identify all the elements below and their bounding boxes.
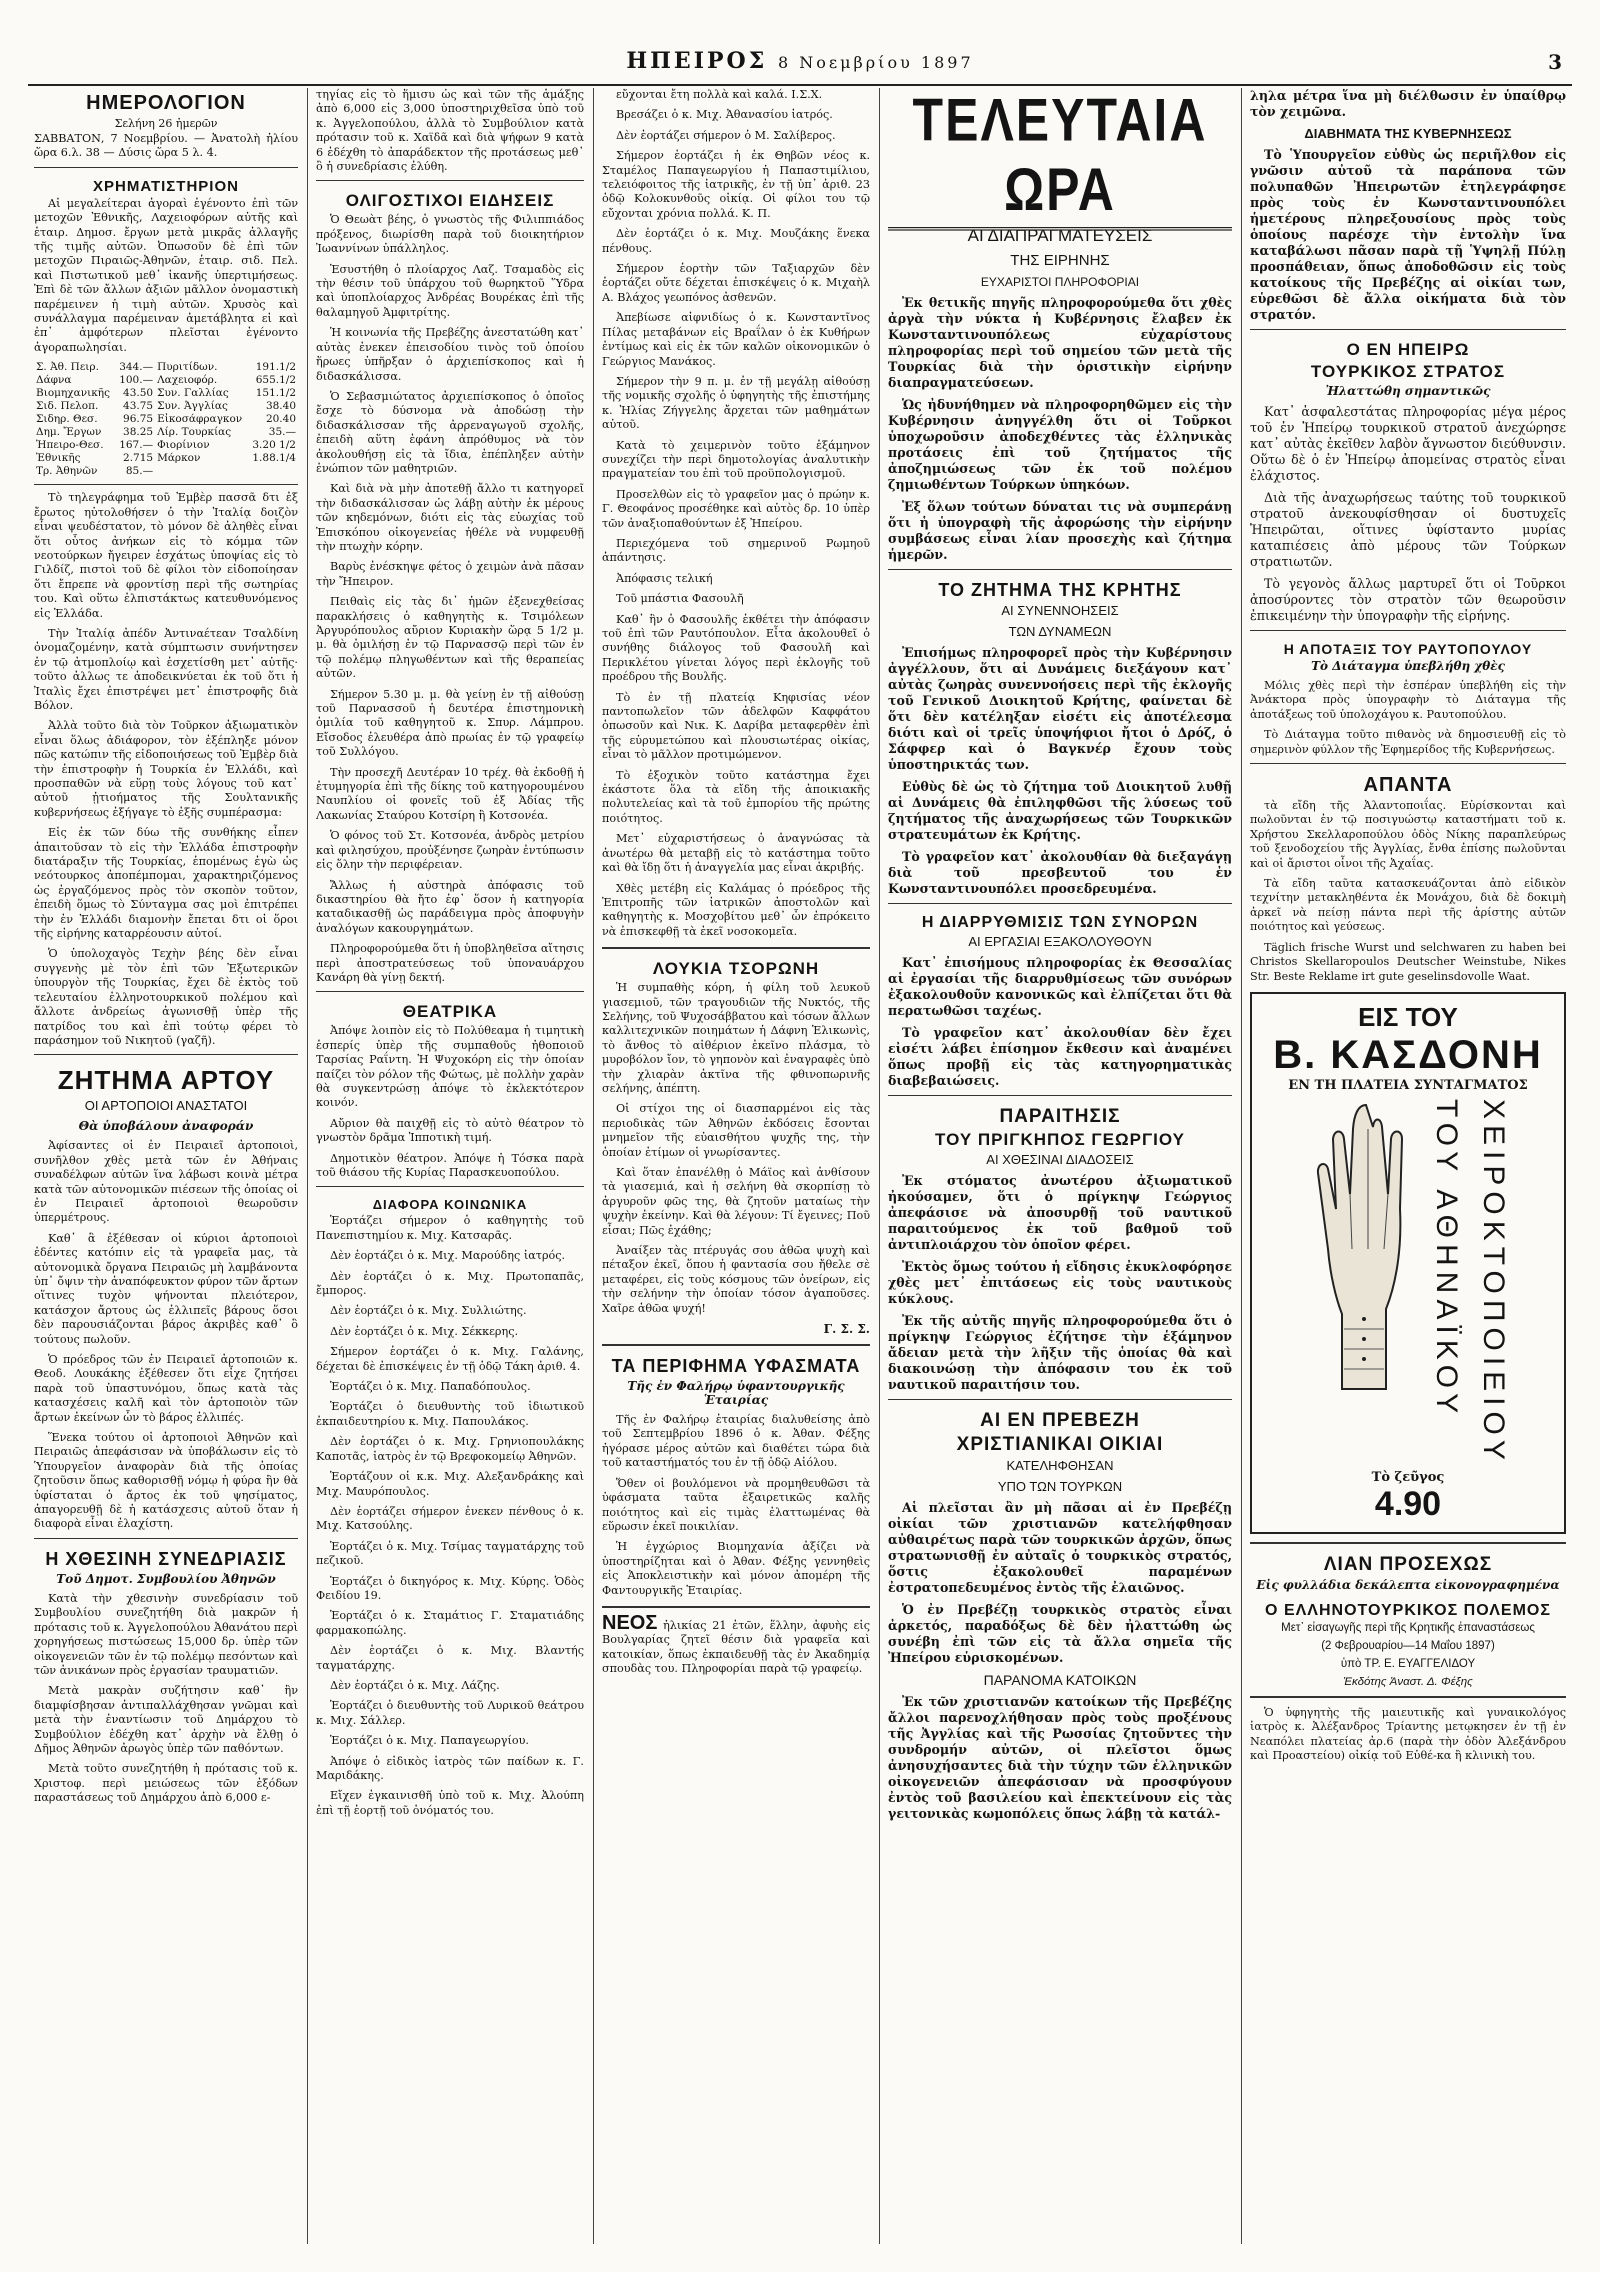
social-item: Ἑορτάζει ὁ διευθυντὴς τοῦ Λυρικοῦ θεάτρου κ. Μιχ. Σάλλερ. xyxy=(316,1699,584,1727)
subheadline: Μετ᾽ εἰσαγωγῆς περὶ τῆς Κρητικῆς ἐπαναστάσεως xyxy=(1281,1621,1535,1634)
exchange-title: ΧΡΗΜΑΤΙΣΤΗΡΙΟΝ xyxy=(93,177,239,195)
news-item: Τοῦ μπάστια Φασουλῆ xyxy=(616,592,744,606)
stock-row xyxy=(34,387,298,400)
lead-paragraph: Ἐκ θετικῆς πηγῆς πληροφορούμεθα ὅτι χθὲς ἀργὰ τὴν νύκτα ἡ Κυβέρνησις ἔλαβεν ἐκ Κωνσταντινουπόλεως εὐχαρίστους πληροφορίας περὶ τοῦ σημείου τῶν μετὰ τῆς Τουρκίας διὰ τὴν ὁριστικὴν εἰρήνην διαπραγματεύσεων. xyxy=(888,295,1232,390)
lead-paragraph: Ἐπισήμως πληροφορεῖ πρὸς τὴν Κυβέρνησιν ἀγγέλλουν, ὅτι αἱ Δυνάμεις διεξάγουν κατ᾽ αὐτὰς ζωηρὰς συνεννοήσεις περὶ τῆς ἐκλογῆς τοῦ Γενικοῦ Διοικητοῦ Κρήτης, φαίνεται δὲ ὅτι δὲν κατέληξαν εἰσέτι εἰς ἀποτέλεσμα διότι καὶ οἱ τρεῖς ὑποψήφιοι ἤτοι ὁ Δρόζ, ὁ Σάφφερ καὶ ὁ Βαγκνέρ ἔχουν τοὺς ὑποστηρικτάς των. xyxy=(888,645,1232,772)
subheadline: ΥΠΟ ΤΩΝ ΤΟΥΡΚΩΝ xyxy=(997,1479,1123,1494)
subheadline: ΑΙ ΣΥΝΕΝΝΟΗΣΕΙΣ xyxy=(1001,603,1119,618)
stock-table xyxy=(34,361,298,478)
headline: ΟΛΙΓΟΣΤΙΧΟΙ ΕΙΔΗΣΕΙΣ xyxy=(345,191,555,211)
paper-name-and-date xyxy=(28,48,1572,74)
subheadline: ΟΙ ΑΡΤΟΠΟΙΟΙ ΑΝΑΣΤΑΤΟΙ xyxy=(84,1098,248,1114)
headline: ΤΑ ΠΕΡΙΦΗΜΑ ΥΦΑΣΜΑΤΑ xyxy=(611,1356,861,1377)
headline: ΤΟ ΖΗΤΗΜΑ ΤΗΣ ΚΡΗΤΗΣ xyxy=(938,580,1182,600)
article-paragraph: Ἕνεκα τούτου οἱ ἀρτοποιοὶ Ἀθηνῶν καὶ Πειραιῶς ἀπεφάσισαν νὰ ὑποβάλωσιν εἰς τὸ Ὑπουργεῖον ἀναφορὰν διὰ τῆς ὁποίας ζητοῦσιν ὅπως καθορισθῇ νόμῳ ἡ φύρα ἣν θὰ ὑφίσταται ὁ ἄρτος ἐκ τοῦ ψησίματος, ἀπαγορευθῇ δὲ ἡ κατάσχεσις αὐτοῦ ὅταν ἡ διαφορὰ εἶναι ἐλαχίστη. xyxy=(34,1431,298,1531)
issue-date: 8 Νοεμβρίου 1897 xyxy=(777,53,974,72)
headline: ΑΠΑΝΤΑ xyxy=(1363,774,1453,797)
article-paragraph: Τὰ εἴδη ταῦτα κατασκευάζονται ἀπὸ εἰδικὸν τεχνίτην μετακληθέντα ἐκ Μονάχου, διὰ δὲ δοκιμὴ ἀρκεῖ νὰ πείσῃ πάντα περὶ τῆς ἀρίστης αὐτῶν ποιότητος καὶ γεύσεως. xyxy=(1250,877,1566,934)
classified-title: ΝΕΟΣ xyxy=(602,1611,658,1634)
stock-row xyxy=(34,374,298,387)
social-item: Ἑορτάζει ὁ κ. Μιχ. Παπαδόπουλος. xyxy=(330,1380,531,1394)
news-item: Ἐσυστήθη ὁ πλοίαρχος Λαζ. Τσαμαδὸς εἰς τὴν θέσιν τοῦ ὑπάρχου τοῦ θωρηκτοῦ Ὕδρα καὶ ὑποπλοίαρχος Ἀνδρέας Βουρέκας ἐπὶ τῆς θαλαμηγοῦ Ἀμφιτρίτης. xyxy=(316,262,584,319)
news-item: Βαρὺς ἐνέσκηψε φέτος ὁ χειμὼν ἀνὰ πᾶσαν τὴν Ἤπειρον. xyxy=(316,560,584,588)
stock-cell: 43.50 xyxy=(123,387,154,400)
social-item: Βρεσάζει ὁ κ. Μιχ. Ἀθανασίου ἰατρός. xyxy=(616,108,833,122)
stock-cell: 655.1/2 xyxy=(255,374,296,387)
article-paragraph: Ἡ συμπαθὴς κόρη, ἡ φίλη τοῦ λευκοῦ γιασεμιοῦ, τῶν τραγουδιῶν τῆς Νυκτός, τῆς Σελήνης, τοῦ Ψυχοσάββατου καὶ τόσων ἄλλων καλλιτεχνικῶν ποιημάτων ἡ Δάφνη Ἑλικωνὶς, τὸ ἄνθος τὸ αἰθέριον ἐκεῖνο πλάσμα, τὸ μυροβόλον ἴον, τὸ γηπονὸν καὶ ἐναγραφὲς ὑπὸ τὴν χλιαρὰν ἀκτῖνα τῆς φθινοπωρινῆς σελήνης, ἀπέπτη. xyxy=(602,981,870,1095)
stock-cell: 1.88.1/4 xyxy=(252,452,296,465)
social-item: Ἑορτάζουν οἱ κ.κ. Μιχ. Αλεξανδράκης καὶ Μιχ. Μαυρόπουλος. xyxy=(316,1470,584,1498)
subheadline: ΤΗΣ ΕΙΡΗΝΗΣ xyxy=(1010,252,1110,269)
article-paragraph: Μετὰ τοῦτο συνεζητήθη ἡ πρότασις τοῦ κ. Χριστοφ. περὶ μειώσεως τῶν ἐξόδων παραστάσεως τοῦ Δημάρχου ἀπὸ 6,000 ε- xyxy=(34,1762,298,1805)
social-item: Δὲν ἑορτάζει ὁ κ. Μιχ. Μαρούδης ἰατρός. xyxy=(330,1249,566,1263)
article-paragraph: Täglich frische Wurst und selchwaren zu haben bei Christos Skellaropoulos Deutscher Weinstube, Nikes Str. Beste Reklame irt gute geselinsdovolle Waat. xyxy=(1250,940,1566,983)
lead-paragraph: Κατ᾽ ἐπισήμους πληροφορίας ἐκ Θεσσαλίας αἱ ἐργασίαι τῆς διαρρυθμίσεως τῶν συνόρων ἐξακολουθοῦν κανονικῶς καὶ ἐλπίζεται ὅτι θὰ περατωθῶσι ταχέως. xyxy=(888,955,1232,1018)
stock-row xyxy=(34,413,298,426)
social-item: Ἀπόψε ὁ εἰδικὸς ἰατρὸς τῶν παίδων κ. Γ. Μαριδάκης. xyxy=(316,1754,584,1782)
article-paragraph: Διὰ τῆς ἀναχωρήσεως ταύτης τοῦ τουρκικοῦ στρατοῦ ἀνεκουφίσθησαν οἱ δυστυχεῖς Ἠπειρῶται, οἵτινες ὑφίσταντο μυρίας καταπιέσεις ἀπὸ μέρους τῶν Τούρκων στρατιωτῶν. xyxy=(1250,490,1566,569)
headline: ΛΟΥΚΙΑ ΤΣΟΡΩΝΗ xyxy=(652,959,820,979)
headline: Η ΑΠΟΤΑΞΙΣ ΤΟΥ ΡΑΥΤΟΠΟΥΛΟΥ xyxy=(1283,641,1533,657)
classified-text: ἡλικίας 21 ἐτῶν, ἕλλην, ἀφυὴς εἰς Βουλγαρίας ζητεῖ θέσιν διὰ γραφεῖα καὶ κατοικίαν, ὅπως ἐκπαιδευθῇ τὰς ἐν Ἀκαδημίᾳ σπουδὰς του. Πληροφορίαι παρὰ τῷ γραφείῳ. xyxy=(602,1618,871,1676)
ad-price-label: Τὸ ζεῦγος xyxy=(1371,1469,1445,1485)
article-paragraph: Ὁ ὑπολοχαγὸς Τεχὴν βέης δὲν εἶναι συγγενὴς μὲ τὸν ἐπὶ τῶν Ἐξωτερικῶν ὑπουργὸν τῆς Τουρκίας, ἔχει δὲ ἐκτὸς τοῦ τελευταίου ἑλληνοτουρκικοῦ πολέμου καὶ ἄλλοτε ἀνδρείως ἀγωνισθῇ ὑπὲρ τῆς πατρίδος του καὶ ἐπὶ τούτῳ φέρει τὸ παράσημον τοῦ Νικητοῦ (γαζῆ). xyxy=(34,947,298,1047)
stock-cell: 20.40 xyxy=(265,413,296,426)
subheadline: ΔΙΑΒΗΜΑΤΑ ΤΗΣ ΚΥΒΕΡΝΗΣΕΩΣ xyxy=(1304,126,1512,141)
news-item: Καθ᾽ ἣν ὁ Φασουλῆς ἐκθέτει τὴν ἀπόφασιν τοῦ ἐπὶ τῶν Ραυτόπουλον. Εἶτα ἀκολουθεῖ ὁ συνήθης διάλογος τοῦ Φασουλῆ καὶ Περικλέτου γίνεται λόγος περὶ ἐκλογῆς τοῦ προέδρου τῆς Βουλῆς. xyxy=(602,612,870,684)
article-paragraph: Τὴν Ἰταλίᾳ ἀπέδν Ἀντιναέτεαν Τσαλδίνη ὀνομαζομένην, κατὰ σύμπτωσιν συνήντησεν ἐν τῷ ἀτμοπλοίῳ καὶ ἐσχετίσθη μετ᾽ αὐτῆς· τοῦτο ἀλλως τε ἀποδεικνύεται ἐκ τοῦ ὅτι ἡ Ἰταλὶς ἔχει ἐπιστρέψει μετ᾽ ἐπιστροφῆς διὰ Βόλον. xyxy=(34,626,298,712)
signature: Γ. Σ. Σ. xyxy=(823,1322,870,1337)
exchange-text: Αἱ μεγαλείτεραι ἀγοραὶ ἐγένοντο ἐπὶ τῶν μετοχῶν Ἐθνικῆς, Λαχειοφόρων αὐτῆς καὶ ἑταιρ. Δημοσ. ἔργων μετὰ μικρᾶς ἀλλαγῆς τῆς τιμῆς αὐτῶν. Ὀπωσοῦν δὲ ἐπὶ τῶν μετοχῶν Πιραιῶς-Ἀθηνῶν, ἑταιρ. σιδ. Πελ. καὶ Πιστωτικοῦ μεθ᾽ ἱκανῆς ὑπερτιμήσεως. Ἐπὶ δὲ τῶν ἄλλων ἀξιῶν μᾶλλον ὀνομαστικὴ παρέμεινεν ἡ τιμὴ αὐτῶν. Χρυσὸς καὶ συνάλλαγμα παρέμειναν ἀμετάβλητα εἰ καὶ ἐπ᾽ ἀμφότερων πλεῖσται ἐγένοντο ἀγοραπωλησίαι. xyxy=(34,196,298,354)
stock-cell: 344.— xyxy=(119,361,154,374)
stock-cell: Λίρ. Τουρκίας xyxy=(157,426,232,439)
article-paragraph: Τὸ γεγονὸς ἄλλως μαρτυρεῖ ὅτι οἱ Τοῦρκοι ἀποσύροντες τὸν στρατὸν τῶν θεωροῦσιν ἐπικειμένην τὴν ὑπογραφὴν τῆς εἰρήνης. xyxy=(1250,576,1566,623)
news-item: Ὁ Θεωὰτ βέης, ὁ γνωστὸς τῆς Φιλιππιάδος πρόξενος, διωρίσθη παρὰ τοῦ διοικητήριον Ἰωαννίνων ὑπάλληλος. xyxy=(316,213,584,256)
news-item: Σήμερον τὴν 9 π. μ. ἐν τῇ μεγάλῃ αἰθούσῃ τῆς νομικῆς σχολῆς ὁ ὑφηγητὴς τῆς ἐπιστήμης κ. Ἠλίας Ζήγγελης ἄρχεται τῶν μαθημάτων αὐτοῦ. xyxy=(602,374,870,432)
news-list xyxy=(602,262,870,939)
social-item: Ἑορτάζει ὁ διευθυντὴς τοῦ ἰδιωτικοῦ ἐκπαιδευτηρίου κ. Μιχ. Παπουλάκος. xyxy=(316,1400,584,1428)
news-item: Ἡ κοινωνία τῆς Πρεβέζης ἀνεστατώθη κατ᾽ αὐτὰς ἐνεκεν ἐπεισοδίου τινὸς τοῦ ὁποίου ἥρωες ὑπῆρξαν ὁ ἀρχιεπίσκοπος καὶ ἡ διδασκάλισσα. xyxy=(316,326,584,383)
article-paragraph: Ἡ ἐγχώριος Βιομηχανία ἀξίζει νὰ ὑποστηρίζηται καὶ ὁ Ἀθαν. Φέξης γεννηθεὶς εἰς Ἀποκλειστικὴν καὶ μόνον ἀπομέρη τῆς Φαντουργικῆς Ἑταιρίας. xyxy=(602,1540,870,1597)
stock-cell: 38.40 xyxy=(265,400,296,413)
ad-shop-name: Β. ΚΑΣΔΟΝΗ xyxy=(1273,1032,1543,1077)
lead-paragraph: ληλα μέτρα ἵνα μὴ διέλθωσιν ἐν ὑπαίθρῳ τὸν χειμῶνα. xyxy=(1250,88,1566,119)
social-list xyxy=(316,1214,584,1818)
stock-cell: Εἰκοσάφραγκον xyxy=(157,413,243,426)
ad-location: ΕΝ ΤΗ ΠΛΑΤΕΙΑ ΣΥΝΤΑΓΜΑΤΟΣ xyxy=(1288,1077,1528,1093)
book-publisher: Ἐκδότης Ἀναστ. Δ. Φέξης xyxy=(1343,1675,1473,1688)
stock-cell: 3.20 1/2 xyxy=(252,439,296,452)
news-item: Ἄλλως ἡ αὐστηρὰ ἀπόφασις τοῦ δικαστηρίου θὰ ἤτο ἐφ᾽ ὅσον ἡ κατηγορία καταδικασθῇ ὡς παράδειγμα πρὸς ἀποφυγὴν ἀναλόγων κακουργημάτων. xyxy=(316,878,584,935)
stock-row xyxy=(34,439,298,452)
news-item: Ὁ Σεβασμιώτατος ἀρχιεπίσκοπος ὁ ὁποῖος ἔσχε τὸ δύσνομα νὰ ἀποδώσῃ τὴν διδασκάλισσαν τῆς ἀρρεναγωγοῦ σχολῆς, ἐπειδὴ αὕτη ἐφάνη ἀπρόθυμος νὰ τὸν ἀκολουθήσῃ εἰς τὰ ἴδια, ἐπέπληξεν αὐτὴν ἐνώπιον τῶν μαθητριῶν. xyxy=(316,389,584,475)
headline: Η ΧΘΕΣΙΝΗ ΣΥΝΕΔΡΙΑΣΙΣ xyxy=(45,1548,287,1569)
news-item: Κατὰ τὸ χειμερινὸν τοῦτο ἑξάμηνον συνεχίζει τὴν περὶ δημοτολογίας ἀναλυτικὴν πραγματείαν του ἐπὶ τοῦ προϋπολογισμοῦ. xyxy=(602,438,870,481)
stock-cell: Μάρκον xyxy=(157,452,201,465)
column-divider xyxy=(1241,88,1242,2244)
social-item: Δὲν ἑορτάζει ὁ κ. Μιχ. Λάζης. xyxy=(330,1678,500,1692)
column-divider xyxy=(593,88,594,2244)
article-paragraph: Ὁ ὑφηγητὴς τῆς μαιευτικῆς καὶ γυναικολόγος ἰατρὸς κ. Ἀλέξανδρος Τρίαντης μετῳκησεν ἐν τῇ ἐν Νεαπόλει πλατείας ἀρ.6 (παρὰ τὴν ὁδὸν Ἀλεξάνδρου καὶ Προαστείου) οἰκίᾳ τοῦ Εὐθέ-κα ἢ κλινικὴ του. xyxy=(1250,1705,1566,1763)
stock-cell: 38.25 xyxy=(123,426,154,439)
subheadline: Τοῦ Δημοτ. Συμβουλίου Ἀθηνῶν xyxy=(56,1571,276,1586)
ad-vertical-text: ΤΟΥ ΑΘΗΝΑΪΚΟΥ xyxy=(1430,1098,1463,1420)
article-paragraph: Ἀφίσαντες οἱ ἐν Πειραιεῖ ἀρτοποιοὶ, συνῆλθον χθὲς μετὰ τῶν ἐν Ἀθήναις συναδέλφων αὐτῶν ἵνα λάβωσι κοινὰ μέτρα κατὰ τῶν αὐτονομικῶν πιέσεων τῆς ὁποίας οἱ ἐν Πειραιεῖ ἀρτοποιοὶ θεωροῦσιν ὑπερμέτρους. xyxy=(34,1139,298,1225)
stock-cell: Συν. Γαλλίας xyxy=(157,387,229,400)
lead-paragraph: Ἐξ ὅλων τούτων δύναται τις νὰ συμπεράνῃ ὅτι ἡ ὑπογραφὴ τῆς ἀφορώσης τὴν εἰρήνην συμβάσεως εἶναι λίαν προσεχὴς καὶ ζήτημα ἡμερῶν. xyxy=(888,499,1232,562)
stock-cell: Σιδηρ. Θεσ. xyxy=(36,413,98,426)
social-item: Ἑορτάζει ὁ δικηγόρος κ. Μιχ. Κύρης. Ὁδὸς Φειδίου 19. xyxy=(316,1574,584,1602)
stock-row xyxy=(34,465,298,478)
article-paragraph: Τὸ τηλεγράφημα τοῦ Ἐμβὲρ πασσᾶ δτι ἐξ ἔρωτος ηὐτολοθήσεν ὁ τὴν Ἰταλίᾳ δοιζὸν εἶναι ψευδέστατον, τὸ μόνον δὲ ἀληθὲς εἶναι ὅτι οὗτος ἀνήκων εἰς τὸ κόμμα τῶν νεοτούρκων ἤγειρεν ἐσχάτως ὑποψίας εἰς τὸ Γιλδίζ, πιστοὶ τοῦ δὲ φίλοι τὸν εἰδοποίησαν ὅτι ἔπρεπε νὰ φροντίσῃ περὶ τῆς σωτηρίας του. Καὶ οὕτω ἐλπιστάκτως κατευθυνόμενος εἰς Ἑλλάδα. xyxy=(34,491,298,620)
calendar-day: ΣΑΒΒΑΤΟΝ, 7 Νοεμβρίου. — Ἀνατολὴ ἡλίου ὥρα 6.λ. 38 — Δύσις ὥρα 5 λ. 4. xyxy=(34,132,298,160)
article-paragraph: Ὅθεν οἱ βουλόμενοι νὰ προμηθευθῶσι τὰ ὑφάσματα ταῦτα ἐξαιρετικῶς καλῆς ποιότητος καὶ εἰς τιμὰς ἐλαττωμένας θὰ εὕρωσιν ἐκεῖ ποικιλίαν. xyxy=(602,1476,870,1533)
stock-row xyxy=(34,426,298,439)
subheadline: Τὸ Διάταγμα ὑπεβλήθη χθὲς xyxy=(1311,659,1505,673)
page-header xyxy=(28,48,1572,82)
subheadline: Ἠλαττώθη σημαντικῶς xyxy=(1325,384,1491,398)
subheadline: ΚΑΤΕΛΗΦΘΗΣΑΝ xyxy=(1006,1458,1114,1473)
social-item: Δὲν ἑορτάζει ὁ κ. Μιχ. Συλλιώτης. xyxy=(330,1304,527,1318)
headline: Ο ΕΝ ΗΠΕΙΡΩ xyxy=(1346,340,1470,359)
article-paragraph: Τὸ Διάταγμα τοῦτο πιθανὸς νὰ δημοσιευθῇ εἰς τὸ σημερινὸν φύλλον τῆς Ἐφημερίδος τῆς Κυβερνήσεως. xyxy=(1250,728,1566,756)
news-item: Σήμερον ἑορτὴν τῶν Ταξιαρχῶν δὲν ἑορτάζει οὔτε δέχεται ἐπισκέψεις ὁ κ. Μιχαὴλ Α. Βλάχος γεωπόνος ἀσθενῶν. xyxy=(602,262,870,304)
article-paragraph: Αὔριον θὰ παιχθῇ εἰς τὸ αὐτὸ θέατρον τὸ γνωστὸν δρᾶμα Ἰπποτικὴ τιμή. xyxy=(316,1116,584,1145)
headline: ΤΟΥ ΠΡΙΓΚΗΠΟΣ ΓΕΩΡΓΙΟΥ xyxy=(935,1130,1185,1149)
stock-cell: 35.— xyxy=(268,426,296,439)
stock-cell: Σιδ. Πελοπ. xyxy=(36,400,99,413)
stock-cell: Σ. Ἀθ. Πειρ. xyxy=(36,361,99,374)
headline: ΤΟΥΡΚΙΚΟΣ ΣΤΡΑΤΟΣ xyxy=(1310,362,1506,381)
lead-paragraph: Ἐκ τῆς αὐτῆς πηγῆς πληροφορούμεθα ὅτι ὁ πρίγκηψ Γεώργιος ἐζήτησε τὴν ἑξάμηνον ἄδειαν μετὰ τὴν λῆξιν τῆς ὁποίας θὰ καὶ διακοινώσῃ τὴν ἀπόφασιν του ἐκ τοῦ ναυτικοῦ παραιτήσιν του. xyxy=(888,1313,1232,1392)
subheadline: Εἰς φυλλάδια δεκάλεπτα εἰκονογραφημένα xyxy=(1256,1577,1560,1592)
stock-cell: Πυριτίδων. xyxy=(157,361,218,374)
lead-paragraph: Ἐκτὸς ὅμως τούτου ἡ εἴδησις ἐκυκλοφόρησε χθὲς μετ᾽ ἐπιτάσεως εἰς τοὺς ναυτικοὺς κύκλους. xyxy=(888,1259,1232,1306)
lead-paragraph: Ἐκ στόματος ἀνωτέρου ἀξιωματικοῦ ἠκούσαμεν, ὅτι ὁ πρίγκηψ Γεώργιος ἀπεφάσισε νὰ ἀποσυρθῇ τοῦ ναυτικοῦ παραιτούμενος ἐκ τοῦ βαθμοῦ τοῦ ἀντιπλοιάρχου τὸν ὁποῖον φέρει. xyxy=(888,1173,1232,1252)
lead-paragraph: Αἱ πλεῖσται ἂν μὴ πᾶσαι αἱ ἐν Πρεβέζῃ οἰκίαι τῶν χριστιανῶν κατελήφθησαν αὐθαιρέτως παρὰ τῶν τουρκικῶν ἀρχῶν, ὅπως στρατωνισθῇ ἐν αὐταῖς ὁ τουρκικὸς στρατός, ὅστις ἐξακολουθεῖ παραμένων ἐστρατοπεδευμένος ἐντὸς τῆς ἐλαιῶνος. xyxy=(888,1500,1232,1595)
stock-cell: 43.75 xyxy=(123,400,154,413)
stock-cell xyxy=(248,465,298,478)
news-item: Σήμερον 5.30 μ. μ. θὰ γείνῃ ἐν τῇ αἰθούσῃ τοῦ Παρνασσοῦ ἡ δευτέρα ἐπιστημονικὴ ὁμιλία τοῦ καθηγητοῦ κ. Σπυρ. Λάμπρου. Εἴσοδος ἐλευθέρα ἀπὸ πρωίας ἐν τῷ γραφείῳ τοῦ Συλλόγου. xyxy=(316,687,584,759)
stock-cell: Δάφνα xyxy=(36,374,72,387)
article-paragraph: Ἀναίξεν τὰς πτέρυγάς σου ἀθῶα ψυχὴ καὶ πέταξον ἐκεῖ, ὅπου ἡ φαντασία σου ἤθελε σὲ μεταφέρει, εἰς τοὺς κόσμους τῶν ὀνείρων, εἰς τὴν σελήνην τὴν ὁποίαν τόσον ἀγαποῦσες. Χαῖρε ἀθῶα ψυχή! xyxy=(602,1244,870,1315)
stock-cell: 85.— xyxy=(125,465,154,478)
news-item: Ἀπεβίωσε αἰφνιδίως ὁ κ. Κωνσταντῖνος Πίλας μεταβάνων εἰς Βραΐλαν ὁ ἐκ Κυθήρων ἐντίμως καὶ εἰς ἐκ τῶν καλῶν οἰκονομικῶν ὁ Γεώργιος Μανάκος. xyxy=(602,311,870,368)
column-3 xyxy=(596,88,876,2244)
article-paragraph: Καὶ ὅταν ἐπανέλθῃ ὁ Μάϊος καὶ ἀνθίσουν τὰ γιασεμιά, καὶ ἡ σελήνη θὰ σκορπίσῃ τὸ ἀργυροῦν φῶς της, θὰ ζητοῦν ματαίως τὴν ψυχὴν ἐκείνην. Καὶ θὰ λέγουν: Τί ἔγεινες; Ποῦ εἶσαι; Πῶς ἐχάθης; xyxy=(602,1166,870,1237)
social-item: Δὲν ἑορτάζει σήμερον ἐνεκεν πένθους ὁ κ. Μιχ. Κατσούλης. xyxy=(316,1504,584,1533)
main-banner: ΤΕΛΕΥΤΑΙΑ ΩΡΑ xyxy=(888,88,1232,231)
calendar-moon: Σελήνη 26 ἡμερῶν xyxy=(114,117,218,130)
article-paragraph: Ἀπόψε λοιπὸν εἰς τὸ Πολύθεαμα ἡ τιμητικὴ ἑσπερίς ὑπὲρ τῆς συμπαθοῦς ἠθοποιοῦ Ταρσίας Ραΐντη. Ἡ Ψυχοκόρη εἰς τὴν ὁποίαν παίζει τὸν ρόλον τῆς Φώτως, μὲ πολλὴν χαρὰν θὰ συγκεντρώσῃ ἀπόψε τὸ ἐκλεκτότερον κοινόν. xyxy=(316,1024,584,1110)
social-item: Δὲν ἑορτάζει ὁ κ. Μιχ. Γρηνιοπουλάκης Καποτᾶς, ἰατρὸς ἐν τῷ Βρεφοκομείῳ Ἀθηνῶν. xyxy=(316,1435,584,1463)
social-item: Δὲν ἑορτάζει ὁ κ. Μιχ. Μουζάκης ἕνεκα πένθους. xyxy=(602,227,870,255)
lead-paragraph: Ἐκ τῶν χριστιανῶν κατοίκων τῆς Πρεβέζης ἄλλοι παρενοχλήθησαν πρὸς τοὺς προξένους τῆς Ἀγγλίας καὶ τῆς Ρωσσίας ζητοῦντες τὴν συνδρομήν αὐτῶν, οἱ πλεῖστοι ὅμως ἀνησυχήσαντες διὰ τὴν τύχην τῶν ἑλληνικῶν οἰκογενειῶν ἀπεφάσισαν νὰ προσφύγουν ἐντὸς τοῦ βασιλείου καὶ ἐπεκτείνουν εἰς τὰς γειτονικὰς κωμοπόλεις ὅπως λάβῃ τὰ κατάλ- xyxy=(888,1694,1232,1821)
ad-vertical-text: ΧΕΙΡΟΚΤΟΠΟΙΕΙΟΥ xyxy=(1477,1098,1511,1466)
stock-cell: 2.715 xyxy=(123,452,154,465)
stock-cell: Τρ. Ἀθηνῶν xyxy=(36,465,98,478)
social-item: Σήμερον ἑορτάζει ἡ ἐκ Θηβῶν νέος κ. Σταμέλος Παπαγεωργίου ἡ Παπαστιμίλιου, τελειόφοιτος τῆς ἰατρικῆς, ἐν τῇ ὑπ᾽ ἀριθ. 23 ὁδῷ Κολοκυνθοῦς οἰκίᾳ. Οἱ φίλοι του τῷ εὔχονται χρόνια πολλά. Κ. Π. xyxy=(602,149,870,220)
stock-row xyxy=(34,400,298,413)
stock-cell: 100.— xyxy=(119,374,154,387)
social-item: Ἑορτάζει σήμερον ὁ καθηγητὴς τοῦ Πανεπιστημίου κ. Μιχ. Κατσαρᾶς. xyxy=(316,1214,584,1242)
header-rule xyxy=(28,84,1572,86)
stock-cell: 96.75 xyxy=(123,413,154,426)
lead-paragraph: Τὸ γραφεῖον κατ᾽ ἀκολουθίαν θὰ διεξαγάγῃ διὰ τοῦ πρεσβευτοῦ του ἐν Κωνσταντινουπόλει προσεδρευμένα. xyxy=(888,849,1232,896)
news-item: Προσελθὼν εἰς τὸ γραφεῖον μας ὁ πρώην κ. Γ. Θεοφάνος προσέθηκε καὶ αὐτὸς δρ. 10 ὑπὲρ τῶν ἀναξιοπαθούντων ἐξ Ἠπείρου. xyxy=(602,487,870,530)
stock-cell: 151.1/2 xyxy=(255,387,296,400)
stock-row xyxy=(34,361,298,374)
social-item: Ἑορτάζει ὁ κ. Μιχ. Τσίμας ταγματάρχης τοῦ πεζικοῦ. xyxy=(316,1539,584,1568)
social-item: Ἑορτάζει ὁ κ. Μιχ. Παπαγεωργίου. xyxy=(330,1734,529,1748)
headline: ΧΡΙΣΤΙΑΝΙΚΑΙ ΟΙΚΙΑΙ xyxy=(956,1434,1164,1455)
stock-cell: Βιομηχανικῆς xyxy=(36,387,110,400)
headline: ΖΗΤΗΜΑ ΑΡΤΟΥ xyxy=(57,1065,275,1096)
news-item: Καὶ διὰ νὰ μὴν ἀποτεθῇ ἄλλο τι κατηγορεῖ τὴν διδασκάλισσαν ὡς λάβῃ αὐτὴν ἐκ μέρους τῶν κηδεμόνων, διότι εἰς τὰς εὐωχίας τοῦ Ἐπισκόπου οἰκογενείας ἠθέλε νὰ νυμφευθῇ τὴν πτωχὴν κόρην. xyxy=(316,482,584,553)
headline: ΑΙ ΕΝ ΠΡΕΒΕΖΗ xyxy=(980,1410,1140,1431)
social-item: Δὲν ἑορτάζει ὁ κ. Μιχ. Σέκκερης. xyxy=(330,1324,519,1338)
subheadline: Θὰ ὑποβάλουν ἀναφοράν xyxy=(78,1119,254,1134)
article-paragraph: Ἀλλὰ τοῦτο διὰ τὸν Τοῦρκον ἀξιωματικὸν εἶναι ὅλως ἀδιάφορον, τὸν ἐξέπληξε μόνον πῶς κατώπιν τῆς εἰδοποιήσεως τοῦ Ἐμβὲρ διὰ τὴν ἐπιστροφὴν ἡ Τουρκία ἐν Ἑλλάδι, καὶ προσπαθῶν νὰ εὕρῃ τοὺς λόγους τοῦ κατ᾽ αὐτοῦ ᾐτιοήματος τῆς Σουλτανικῆς κυβερνήσεως ἐξήγαγε τὸ ἐξῆς συμπέρασμα: xyxy=(34,719,298,819)
headline: ΠΑΡΑΙΤΗΣΙΣ xyxy=(999,1106,1121,1127)
article-paragraph: Εἰς ἐκ τῶν δύω τῆς συνθήκης εἶπεν ἀπαιτοῦσαν τὸ εἰς τὴν Ἑλλάδα ἐπιστροφὴν διατάραξιν τῆς Τουρκίας, ἐπομένως ἐγὼ ὡς νεότουρκος ἀποπέμπομαι, χαρακτηριζόμενος ὡς ἐργαζόμενος πρὸς τὸν σκοπὸν τοῦτον, ἐπειδὴ ὅμως τὸ Σύνταγμα σας μοὶ ἐπιτρέπει τὴν ἐν Ἑλλάδι διαμονὴν ἔπεται δτι οἱ ὅροι τῆς εἰρήνης καταρρέουσιν αὐτοί. xyxy=(34,826,298,941)
page-number: 3 xyxy=(1548,50,1562,74)
article-paragraph: Τῆς ἐν Φαλήρῳ ἑταιρίας διαλυθείσης ἀπὸ τοῦ Σεπτεμβρίου 1896 ὁ κ. Ἀθαν. Φέξης ἠγόρασε μέρος αὐτῶν καὶ διαθέτει τώρα διὰ τοῦ καταστήματός του ἐν τῇ ὁδῷ Αἰόλου. xyxy=(602,1413,870,1470)
book-dates: (2 Φεβρουαρίου—14 Μαΐου 1897) xyxy=(1321,1639,1495,1652)
article-paragraph: Μετὰ μακρὰν συζήτησιν καθ᾽ ἣν διαμφίσβησαν ἀντιπαλλάχθησαν γνῶμαι καὶ μετὰ τὴν ἐναντίωσιν τοῦ Δημάρχου τὸ Συμβούλιον ἐδέχθη κατ᾽ ἀρχὴν νὰ ἔλθῃ ὁ Δῆμος Ἀθηνῶν ἀρωγὸς ὑπὲρ τῶν παθόντων. xyxy=(34,1684,298,1755)
news-item: Τὸ ἐν τῇ πλατείᾳ Κηφισίας νέον παντοπωλεῖον τῶν ἀδελφῶν Καφφάτου ὁπωσοῦν καὶ Νικ. Κ. Δαρίβα μεταφερθὲν ἐπὶ τῆς εὐρυμετώπου καὶ πλουσιωτέρας οἰκίας, εἶναι τὸ μᾶλλον προτιμώμενον. xyxy=(602,690,870,762)
section-label: ΕΥΧΑΡΙΣΤΟΙ ΠΛΗΡΟΦΟΡΙΑΙ xyxy=(980,275,1140,289)
article-paragraph: Μόλις χθὲς περὶ τὴν ἑσπέραν ὑπεβλήθη εἰς τὴν Ἀνάκτορα πρὸς ὑπογραφὴν τὸ Διάταγμα τῆς ἀποτάξεως τοῦ ὑπολοχάγου κ. Ραυτοπούλου. xyxy=(1250,679,1566,721)
lead-paragraph: Τὸ γραφεῖον κατ᾽ ἀκολουθίαν δὲν ἔχει εἰσέτι λάβει ἐπίσημον ἔκθεσιν καὶ ἀναμένει ὅπως προβῇ εἰς τὰς κατηγορηματικὰς διαβεβαιώσεις. xyxy=(888,1025,1232,1088)
column-1 xyxy=(28,88,304,2244)
lead-paragraph: Ὁ ἐν Πρεβέζῃ τουρκικὸς στρατὸς εἶναι ἀρκετός, παραδόξως δὲ δὲν ἠλαττώθη ὡς συνέβη ἐπὶ τῶν εἰς τὰ ἄλλα σημεῖα τῆς Ἠπείρου εὑρισκομένων. xyxy=(888,1602,1232,1665)
headline: ΘΕΑΤΡΙΚΑ xyxy=(402,1002,498,1022)
headline: Ο ΕΛΛΗΝΟΤΟΥΡΚΙΚΟΣ ΠΟΛΕΜΟΣ xyxy=(1265,1601,1551,1619)
article-paragraph: Κατ᾽ ἀσφαλεστάτας πληροφορίας μέγα μέρος τοῦ ἐν Ἠπείρῳ τουρκικοῦ στρατοῦ ἀνεχώρησε κατ᾽ αὐτὰς ἐκεῖθεν λαβὸν ἄγνωστον διεύθυνσιν. Οὕτω δὲ ὁ ἐν Ἠπείρῳ ἀπομείνας στρατὸς εἶναι ἐλάχιστος. xyxy=(1250,404,1566,483)
column-2 xyxy=(310,88,590,2244)
glove-advertisement xyxy=(1250,992,1566,1534)
news-item: Πληροφορούμεθα ὅτι ἡ ὑποβληθεῖσα αἴτησις περὶ ἀποστρατεύσεως τοῦ ὑποναυάρχου Κανάρη θὰ γίνῃ δεκτή. xyxy=(316,942,584,984)
paper-name: ΗΠΕΙΡΟΣ xyxy=(626,48,768,74)
ad-title: ΕΙΣ ΤΟΥ xyxy=(1358,1001,1458,1032)
social-item: εὔχονται ἔτη πολλὰ καὶ καλά. Ι.Σ.Χ. xyxy=(616,88,823,101)
stock-cell xyxy=(155,465,248,478)
news-item: Τὴν προσεχῆ Δευτέραν 10 τρέχ. θὰ ἐκδοθῇ ἡ ἐτυμηγορία ἐπὶ τῆς δίκης τοῦ κατηγορουμένου Ναυπλίου οἱ φονεῖς τοῦ ἐξ Ἀδίας τῆς Λακωνίας Σταύρου Κοτσίρη ἢ Κοτσονέα. xyxy=(316,765,584,822)
headline: Η ΔΙΑΡΡΥΘΜΙΣΙΣ ΤΩΝ ΣΥΝΟΡΩΝ xyxy=(921,914,1199,931)
news-item: Περιεχόμενα τοῦ σημερινοῦ Ρωμηοῦ ἀπάντησις. xyxy=(602,536,870,565)
subheadline: ΤΩΝ ΔΥΝΑΜΕΩΝ xyxy=(1008,624,1112,639)
article-paragraph: Οἱ στίχοι της οἱ διασπαρμένοι εἰς τὰς περιοδικὰς τῶν Ἀθηνῶν ἐκδόσεις ἔσονται μνημεῖον τῆς εὐαισθήτου ψυχῆς της, τὴν ὁποίαν ἐτίμων οἱ γνωρίσαντες. xyxy=(602,1102,870,1159)
calendar-title: ΗΜΕΡΟΛΟΓΙΟΝ xyxy=(86,92,246,114)
column-4 xyxy=(882,88,1238,2244)
subheadline: Τῆς ἐν Φαλήρῳ ὑφαντουργικῆς Ἑταιρίας xyxy=(627,1379,845,1408)
headline: ΔΙΑΦΟΡΑ ΚΟΙΝΩΝΙΚΑ xyxy=(372,1197,528,1213)
article-paragraph: Καθ᾽ ἃ ἐξέθεσαν οἱ κύριοι ἀρτοποιοὶ ἐδέντες κατόπιν εἰς τὰ γραφεῖα μας, τὰ αὐτονομικὰ ὄργανα Πειραιῶς μὴ λαμβάνοντα ὑπ᾽ ὄψιν τὴν ἀναπόφευκτον φύρον τῶν ἄρτων οἵτινες τυχὸν ψήνονται πλειότερον, κατάσχον ἄρτους ὡς ἐλλιπεῖς βάρους ὅσοι δὲν παρουσιάζονται βάρος ἀκριβὲς καθ᾽ ὃ τούτους πωλοῦν. xyxy=(34,1231,298,1346)
stock-cell: Ἐθνικῆς xyxy=(36,452,81,465)
book-author: ὑπὸ ΤΡ. Ε. ΕΥΑΓΓΕΛΙΔΟΥ xyxy=(1340,1657,1476,1670)
headline: ΛΙΑΝ ΠΡΟΣΕΧΩΣ xyxy=(1323,1553,1493,1575)
social-item: Δὲν ἑορτάζει σήμερον ὁ Μ. Σαλίβερος. xyxy=(616,128,836,142)
article-paragraph: Κατὰ τὴν χθεσινὴν συνεδρίασιν τοῦ Συμβουλίου συνεζητήθη διὰ μακρῶν ἡ πρότασις τοῦ κ. Ἀγγελοπούλου Ἀθανάτου περὶ χορηγήσεως πιστώσεως 15,000 δρ. ὑπὲρ τῶν οἰκογενειῶν τῶν ἐν τῷ πολέμῳ πεσόντων καὶ τῶν ἀνικάνων πρὸς ἐργασίαν τραυματιῶν. xyxy=(34,1591,298,1677)
social-item: Εἴχεν ἐγκαινισθῆ ὑπὸ τοῦ κ. Μιχ. Ἀλούπη ἐπὶ τῇ ἑορτῇ τοῦ ὀνόματός του. xyxy=(316,1789,584,1817)
lead-paragraph: Εὐθὺς δὲ ὡς τὸ ζήτημα τοῦ Διοικητοῦ λυθῇ αἱ Δυνάμεις θὰ ἐπιληφθῶσι τῆς λύσεως τοῦ ζητήματος τῆς ἀναχωρήσεως τῶν Τουρκικῶν στρατευμάτων ἐκ Κρήτης. xyxy=(888,779,1232,842)
news-item: Χθὲς μετέβη εἰς Καλάμας ὁ πρόεδρος τῆς Ἐπιτροπῆς τῶν ἰατρικῶν ἀποστολῶν καὶ καθηγητὴς κ. Μοσχοβίτου μεθ᾽ ὧν ἐπρόκειτο νὰ ἐπισκεφθῇ τὰ ἐκεῖ νοσοκομεῖα. xyxy=(602,881,870,938)
news-item: Τὸ ἐξοχικὸν τοῦτο κατάστημα ἔχει ἑκάστοτε ὅλα τὰ εἴδη τῆς ἀποικιακῆς πολυτελείας καὶ τὰ τοῦ ἐμπορίου τῆς πρώτης ποιότητος. xyxy=(602,768,870,825)
ad-price: 4.90 xyxy=(1374,1484,1442,1523)
stock-cell: Συν. Ἀγγλίας xyxy=(157,400,228,413)
stock-row xyxy=(34,452,298,465)
stock-cell: 191.1/2 xyxy=(255,361,296,374)
column-5 xyxy=(1244,88,1572,2244)
stock-cell: 167.— xyxy=(119,439,154,452)
social-item: Ἑορτάζει ὁ κ. Σταμάτιος Γ. Σταματιάδης φαρμακοπώλης. xyxy=(316,1609,584,1637)
article-paragraph: Δημοτικὸν θέατρον. Ἀπόψε ἡ Τόσκα παρὰ τοῦ θιάσου τῆς Κυρίας Παρασκευοπούλου. xyxy=(316,1151,584,1179)
article-paragraph: τηγίας εἰς τὸ ἥμισυ ὡς καὶ τῶν τῆς ἁμάξης ἀπὸ 6,000 εἰς 3,000 ὑποστηριχθεῖσα ὑπὸ τοῦ κ. Ἀγγελοπούλου, ἀλλὰ τὸ Συμβούλιον κατὰ πρότασιν τοῦ κ. Χαϊδᾶ καὶ διὰ ψήφων 9 κατὰ 6 ἐδέχθη τὸ ἀπαράδεκτον τῆς προτάσεως μεθ᾽ ὃ ἡ συνεδρίασις ἐλύθη. xyxy=(316,88,584,174)
social-item: Δὲν ἑορτάζει ὁ κ. Μιχ. Βλαντής ταγματάρχης. xyxy=(316,1644,584,1672)
news-item: Πειθαὶς εἰς τὰς δι᾽ ἡμῶν ἐξενεχθείσας παρακλήσεις ὁ καθηγητὴς κ. Τσιμόλεων Ἀργυρόπουλος αὔριον Κυριακὴν ὥρᾳ 5 1/2 μ. μ. θὰ ὁμιλήσῃ ἐν τῷ Παρνασσῷ περὶ τῶν ἐν τῷ πολέμῳ πληγωθέντων καὶ τῆς θεραπείας αὐτῶν. xyxy=(316,595,584,681)
stock-cell: Ἠπειρο-Θεσ. xyxy=(36,439,104,452)
social-item: Δὲν ἑορτάζει ὁ κ. Μιχ. Πρωτοπαπᾶς, ἔμπορος. xyxy=(316,1269,584,1298)
news-item: Ὁ φόνος τοῦ Στ. Κοτσονέα, ἀνδρὸς μετρίου καὶ φιλησύχου, προὐξένησε ζωηρὰν ἐντύπωσιν εἰς ὅλην τὴν περιφέρειαν. xyxy=(316,829,584,872)
article-paragraph: τὰ εἴδη τῆς Ἀλαντοποιΐας. Εὑρίσκονται καὶ πωλοῦνται ἐν τῷ ποσιγυώστῳ καταστήματι τοῦ κ. Χρήστου Σκελλαροπούλου ὁδὸς Νίκης παραπλεύρως τοῦ ξενοδοχείου τῆς Ἀγγλίας, ἔνθα ἐπίσης πωλοῦνται καὶ οἱ ἄριστοι οἶνοι τῆς Ἀχαΐας. xyxy=(1250,799,1566,870)
lead-paragraph: Ὡς ἠδυνήθημεν νὰ πληροφορηθῶμεν εἰς τὴν Κυβέρνησιν ἀνηγγέλθη ὅτι οἱ Τοῦρκοι ὑποχωροῦσιν ἀποδεχθέντες τὰς ἑλληνικὰς προτάσεις ἐπὶ τοῦ ζητήματος τῆς ἀποζημιώσεως τῶν ἐκ τοῦ πολέμου ζημιωθέντων Τούρκων ὑπηκόων. xyxy=(888,397,1232,492)
news-item: Μετ᾽ εὐχαριστήσεως ὁ ἀναγνώσας τὰ ἀνωτέρω θὰ μεταβῇ εἰς τὸ κατάστημα τοῦτο καὶ θὰ ἴδῃ ὅτι ἡ ἀναγγελία μας εἶναι ἀκριβής. xyxy=(602,832,870,875)
news-item: Ἀπόφασις τελική xyxy=(616,571,713,585)
social-item: Σήμερον ἑορτάζει ὁ κ. Μιχ. Γαλάνης, δέχεται δὲ ἐπισκέψεις ἐν τῇ ὁδῷ Τάκη ἀριθ. 4. xyxy=(316,1345,584,1373)
glove-illustration xyxy=(1306,1099,1416,1399)
stock-cell: Δημ. Ἔργων xyxy=(36,426,102,439)
column-divider xyxy=(879,88,880,2244)
article-paragraph: Ὁ πρόεδρος τῶν ἐν Πειραιεῖ ἀρτοποιῶν κ. Θεοδ. Λουκάκης ἐξέθεσεν ὅτι εἶχε ζητήσει παρὰ τοῦ ὑπαστυνόμου, ὅπως κατὰ τὰς κατασχέσεις καλῆ καὶ τὸν ἀρτοποιὸν τῶν ἄρτων ἐκείνων ὧν τὸ βάρος ἐλλιπές. xyxy=(34,1353,298,1424)
column-divider xyxy=(307,88,308,2244)
subheadline: ΠΑΡΑΝΟΜΑ ΚΑΤΟΙΚΩΝ xyxy=(983,1672,1137,1688)
social-list xyxy=(602,88,870,256)
subheadline: ΑΙ ΕΡΓΑΣΙΑΙ ΕΞΑΚΟΛΟΥΘΟΥΝ xyxy=(968,934,1152,949)
stock-cell: Φιορίνιον xyxy=(157,439,210,452)
subheadline: ΑΙ ΧΘΕΣΙΝΑΙ ΔΙΑΔΟΣΕΙΣ xyxy=(986,1152,1134,1167)
stock-cell: Λαχειοφόρ. xyxy=(157,374,218,387)
lead-paragraph: Τὸ Ὑπουργεῖον εὐθὺς ὡς περιῆλθον εἰς γνῶσιν αὐτοῦ τὰ παράπονα τῶν πολυπαθῶν Ἠπειρωτῶν ἐτηλεγράφησε πρὸς τοὺς ἐν Κωνσταντινουπόλει ἡμετέρους πληρεξουσίους πρὸς τοὺς ὁποίους παρέσχε τὴν ἐντολὴν ἵνα καταβάλωσι πᾶσαν παρὰ τῇ Ὑψηλῇ Πύλῃ προσπάθειαν, ὅπως ἀποδοθῶσιν εἰς τοὺς κατοίκους τῆς Πρεβέζης αἱ οἰκίαι των, εὑρεθῶσι δὲ ἄλλα οἰκήματα διὰ τὸν στρατόν. xyxy=(1250,147,1566,322)
subheadline: ΑΙ ΔΙΑΠΡΑΓΜΑΤΕΥΣΕΙΣ xyxy=(967,226,1153,245)
